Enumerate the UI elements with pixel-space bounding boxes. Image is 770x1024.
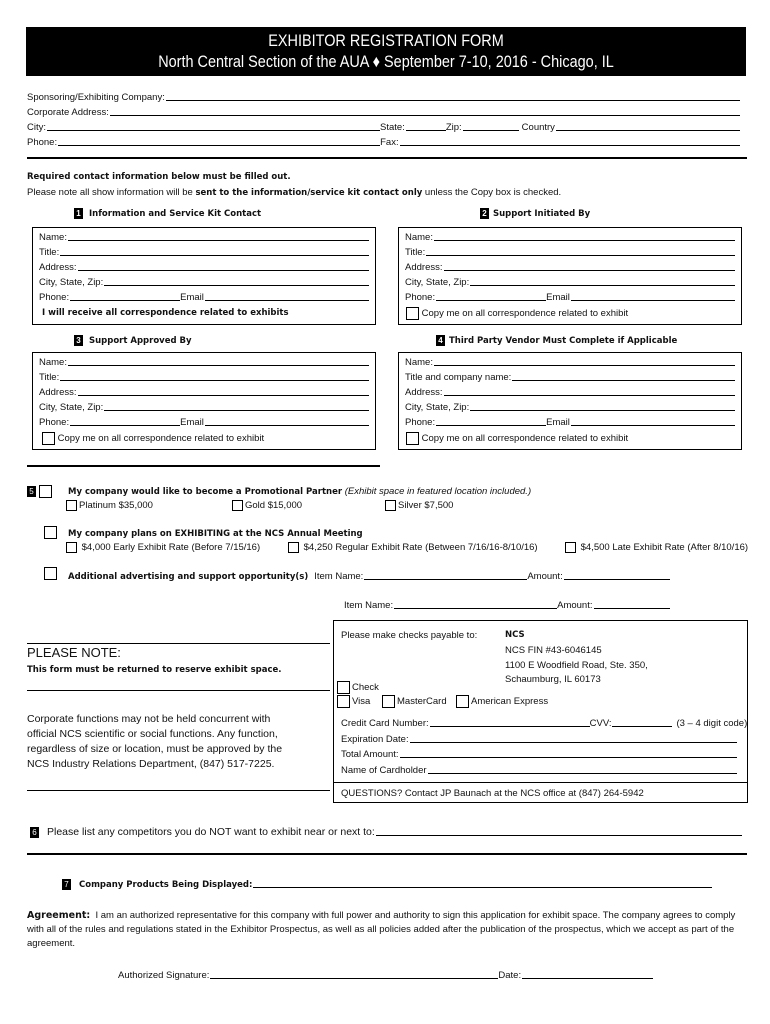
exhibit-label: My company plans on EXHIBITING at the NCS Annual Meeting (68, 529, 363, 539)
regular-rate-option (288, 542, 538, 553)
city-input[interactable] (47, 122, 380, 131)
section-2-heading (480, 208, 590, 219)
s2-name[interactable] (405, 232, 735, 243)
s1-email-input[interactable] (205, 292, 369, 301)
silver-checkbox[interactable] (385, 500, 396, 511)
s2-title-label: Title: (405, 247, 426, 258)
section-3-title: Support Approved By (89, 336, 192, 346)
state-label: State: (380, 122, 405, 133)
form-header (26, 27, 746, 76)
questions-contact: QUESTIONS? Contact JP Baunach at the NCS office at (847) 264-5942 (341, 788, 644, 799)
s4-address[interactable] (405, 387, 735, 398)
corporate-line: NCS Industry Relations Department, (847) 517-7225. (27, 758, 275, 770)
form-subtitle: North Central Section of the AUA ♦ September 7-10, 2016 - Chicago, IL (158, 52, 614, 71)
s1-title[interactable] (39, 247, 369, 258)
visa-label: Visa (352, 696, 371, 708)
section-number: 3 (74, 335, 83, 346)
exhibit-option (44, 526, 57, 539)
s3-phone-label: Phone: (39, 417, 70, 428)
section-1-box (32, 227, 376, 325)
advertising-row-1 (68, 571, 670, 582)
copy-notice-pre: Please note all show information will be (27, 187, 196, 198)
fax-input[interactable] (400, 137, 740, 146)
corporate-address-field[interactable] (27, 107, 740, 118)
cvv-note: (3 – 4 digit code) (676, 718, 748, 729)
total-label: Total Amount: (341, 749, 399, 760)
s2-copy-label: Copy me on all correspondence related to exhibit (421, 308, 629, 320)
copy-notice-post: unless the Copy box is checked. (422, 187, 562, 198)
s2-city[interactable] (405, 277, 735, 288)
silver-option (385, 500, 453, 511)
s1-address[interactable] (39, 262, 369, 273)
section-number: 1 (74, 208, 83, 219)
section-4-box (398, 352, 742, 450)
s3-city-label: City, State, Zip: (39, 402, 104, 413)
amex-option (456, 695, 548, 708)
s2-copy-option (406, 307, 628, 320)
s1-email-label: Email (180, 292, 204, 303)
section-4-heading (436, 335, 677, 346)
agreement-label: Agreement: (27, 910, 91, 921)
zip-label: Zip: (445, 122, 462, 133)
late-rate-checkbox[interactable] (565, 542, 576, 553)
signature-row (118, 970, 653, 981)
advertising-checkbox[interactable] (44, 567, 57, 580)
s3-name-label: Name: (39, 357, 67, 368)
s2-phone-input[interactable] (436, 292, 546, 301)
silver-label: Silver $7,500 (398, 500, 454, 512)
city-label: City: (27, 122, 46, 133)
s3-phone-row (39, 417, 369, 428)
s3-email-label: Email (180, 417, 204, 428)
s1-city-label: City, State, Zip: (39, 277, 104, 288)
gold-checkbox[interactable] (232, 500, 243, 511)
s3-address[interactable] (39, 387, 369, 398)
s3-name[interactable] (39, 357, 369, 368)
expiration-label: Expiration Date: (341, 734, 409, 745)
check-option (337, 681, 379, 694)
section-3-box (32, 352, 376, 450)
products-label: Company Products Being Displayed: (79, 880, 253, 890)
date-input[interactable] (522, 970, 653, 979)
partner-label: My company would like to become a Promotional Partner (68, 487, 343, 497)
phone-input[interactable] (58, 137, 380, 146)
state-input[interactable] (406, 122, 446, 131)
s1-phone-row (39, 292, 369, 303)
visa-option (337, 695, 370, 708)
s3-address-label: Address: (39, 387, 77, 398)
early-rate-label: $4,000 Early Exhibit Rate (Before 7/15/16) (81, 542, 261, 554)
section-4-title: Third Party Vendor Must Complete if Applicable (449, 336, 678, 346)
advertising-option (44, 567, 57, 580)
ncs-address-2: Schaumburg, IL 60173 (505, 674, 601, 685)
s2-email-input[interactable] (571, 292, 735, 301)
section-number: 6 (30, 827, 39, 838)
required-notice: Required contact information below must be filled out. (27, 172, 291, 182)
advertising-label: Additional advertising and support opportunity(s) (68, 572, 309, 582)
agreement-text (27, 909, 743, 951)
section-number: 4 (436, 335, 445, 346)
divider (27, 790, 330, 791)
gold-label: Gold $15,000 (245, 500, 303, 512)
s1-city[interactable] (39, 277, 369, 288)
mastercard-label: MasterCard (397, 696, 447, 708)
card-number-input[interactable] (430, 718, 590, 727)
s3-copy-checkbox[interactable] (42, 432, 55, 445)
competitors-field[interactable] (30, 826, 742, 838)
s2-phone-row (405, 292, 735, 303)
section-5-marker (27, 485, 52, 498)
section-2-box (398, 227, 742, 325)
s4-copy-option (406, 432, 628, 445)
s4-phone-row (405, 417, 735, 428)
amount-label: Amount: (557, 600, 593, 611)
section-1-title: Information and Service Kit Contact (89, 209, 262, 219)
partner-heading (68, 486, 531, 497)
section-number: 2 (480, 208, 489, 219)
copy-notice-bold: sent to the information/service kit contact only (195, 188, 423, 198)
cardholder-field[interactable] (341, 765, 737, 776)
phone-label: Phone: (27, 137, 58, 148)
payable-label: Please make checks payable to: (341, 630, 478, 641)
divider (27, 465, 380, 467)
advertising-row-2 (344, 600, 670, 611)
copy-notice (27, 187, 561, 198)
check-checkbox[interactable] (337, 681, 350, 694)
s4-name-label: Name: (405, 357, 433, 368)
s2-address-label: Address: (405, 262, 443, 273)
corporate-line: official NCS scientific or social functions. Any function, (27, 728, 278, 740)
item-name-label: Item Name: (344, 600, 394, 611)
ncs-name: NCS (505, 630, 525, 640)
s4-email-label: Email (546, 417, 570, 428)
exhibit-checkbox[interactable] (44, 526, 57, 539)
date-label: Date: (498, 970, 522, 981)
s3-phone-input[interactable] (70, 417, 180, 426)
divider (27, 157, 747, 159)
s2-address[interactable] (405, 262, 735, 273)
cardholder-label: Name of Cardholder (341, 765, 427, 776)
ncs-fin: NCS FIN #43-6046145 (505, 645, 602, 656)
s4-phone-label: Phone: (405, 417, 436, 428)
products-field[interactable] (62, 879, 712, 890)
s1-title-label: Title: (39, 247, 60, 258)
item-name-input[interactable] (364, 571, 527, 580)
signature-input[interactable] (210, 970, 498, 979)
please-note-title: PLEASE NOTE: (27, 645, 121, 660)
s3-title[interactable] (39, 372, 369, 383)
divider (334, 782, 747, 783)
regular-rate-label: $4,250 Regular Exhibit Rate (Between 7/16/16-8/10/16) (303, 542, 538, 554)
expiration-field[interactable] (341, 734, 737, 745)
s2-city-label: City, State, Zip: (405, 277, 470, 288)
s2-copy-checkbox[interactable] (406, 307, 419, 320)
late-rate-label: $4,500 Late Exhibit Rate (After 8/10/16) (580, 542, 749, 554)
divider (27, 853, 747, 855)
s3-copy-option (42, 432, 264, 445)
item-name-input[interactable] (394, 600, 557, 609)
cvv-label: CVV: (589, 718, 612, 729)
ncs-address-1: 1100 E Woodfield Road, Ste. 350, (505, 660, 648, 671)
mastercard-checkbox[interactable] (382, 695, 395, 708)
signature-label: Authorized Signature: (118, 970, 210, 981)
s2-email-label: Email (546, 292, 570, 303)
early-rate-checkbox[interactable] (66, 542, 77, 553)
s1-phone-input[interactable] (70, 292, 180, 301)
phone-row (27, 137, 740, 148)
corporate-line: regardless of size or location, must be approved by the (27, 743, 283, 755)
s4-copy-label: Copy me on all correspondence related to exhibit (421, 433, 629, 445)
please-note-text: This form must be returned to reserve exhibit space. (27, 665, 282, 675)
partner-note: (Exhibit space in featured location included.) (344, 486, 532, 497)
corporate-address-label: Corporate Address: (27, 107, 109, 118)
competitors-label: Please list any competitors you do NOT want to exhibit near or next to: (47, 826, 375, 838)
zip-input[interactable] (463, 122, 519, 131)
total-field[interactable] (341, 749, 737, 760)
section-1-heading (74, 208, 261, 219)
platinum-label: Platinum $35,000 (79, 500, 153, 512)
country-label: Country (521, 122, 555, 133)
city-row (27, 122, 740, 133)
s4-phone-input[interactable] (436, 417, 546, 426)
item-name-label: Item Name: (314, 571, 364, 582)
platinum-option (66, 500, 153, 511)
company-field[interactable] (27, 92, 740, 103)
corporate-functions-note (27, 712, 282, 772)
amount-input[interactable] (594, 600, 671, 609)
s1-footer: I will receive all correspondence related to exhibits (42, 308, 289, 318)
divider (27, 690, 330, 691)
amount-input[interactable] (564, 571, 670, 580)
section-number: 5 (27, 486, 36, 497)
s3-email-input[interactable] (205, 417, 369, 426)
s4-address-label: Address: (405, 387, 443, 398)
visa-checkbox[interactable] (337, 695, 350, 708)
s1-phone-label: Phone: (39, 292, 70, 303)
section-2-title: Support Initiated By (493, 209, 591, 219)
section-3-heading (74, 335, 192, 346)
corporate-line: Corporate functions may not be held concurrent with (27, 713, 271, 725)
amex-checkbox[interactable] (456, 695, 469, 708)
s1-name-label: Name: (39, 232, 67, 243)
s4-title[interactable] (405, 372, 735, 383)
s1-name[interactable] (39, 232, 369, 243)
card-number-row (341, 718, 748, 729)
agreement-body: I am an authorized representative for this company with full power and authority to sign this application for exhibit space. The company agrees to comply with all of the rules and regulations stated in the Exhibitor Prospectus, as well as all policies added after the publication of the prospectus, which we accept as part of the agreement. (27, 910, 736, 949)
payment-box (333, 620, 748, 803)
early-rate-option (66, 542, 260, 553)
s2-phone-label: Phone: (405, 292, 436, 303)
gold-option (232, 500, 302, 511)
company-label: Sponsoring/Exhibiting Company: (27, 92, 165, 103)
regular-rate-checkbox[interactable] (288, 542, 299, 553)
s3-title-label: Title: (39, 372, 60, 383)
s2-name-label: Name: (405, 232, 433, 243)
country-input[interactable] (556, 122, 740, 131)
card-number-label: Credit Card Number: (341, 718, 429, 729)
late-rate-option (565, 542, 748, 553)
divider (27, 643, 330, 644)
s4-city-label: City, State, Zip: (405, 402, 470, 413)
s4-copy-checkbox[interactable] (406, 432, 419, 445)
s3-city[interactable] (39, 402, 369, 413)
amex-label: American Express (471, 696, 549, 708)
section-number: 7 (62, 879, 71, 890)
s3-copy-label: Copy me on all correspondence related to exhibit (57, 433, 265, 445)
amount-label: Amount: (527, 571, 563, 582)
s4-city[interactable] (405, 402, 735, 413)
s1-address-label: Address: (39, 262, 77, 273)
s2-title[interactable] (405, 247, 735, 258)
platinum-checkbox[interactable] (66, 500, 77, 511)
form-title: EXHIBITOR REGISTRATION FORM (268, 31, 504, 50)
cvv-input[interactable] (612, 718, 672, 727)
s4-email-input[interactable] (571, 417, 735, 426)
s4-title-label: Title and company name: (405, 372, 512, 383)
s4-name[interactable] (405, 357, 735, 368)
check-label: Check (352, 682, 379, 694)
mastercard-option (382, 695, 447, 708)
fax-label: Fax: (380, 137, 399, 148)
partner-checkbox[interactable] (39, 485, 52, 498)
